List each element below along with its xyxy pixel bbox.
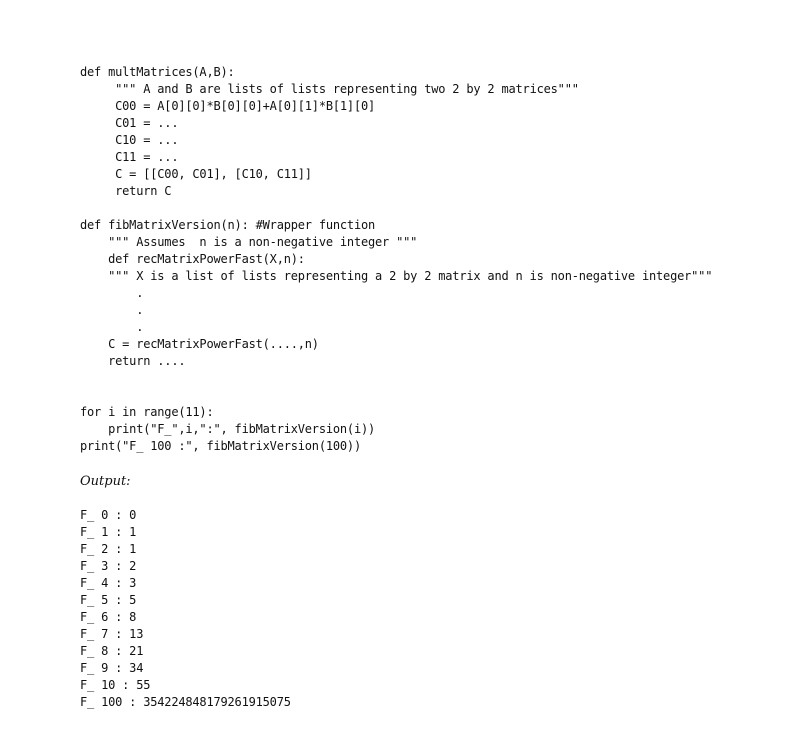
- code-line: .: [80, 303, 144, 317]
- output-line: F_ 1 : 1: [80, 525, 137, 539]
- code-line: def fibMatrixVersion(n): #Wrapper function: [80, 218, 376, 232]
- code-line: C11 = ...: [80, 150, 179, 164]
- code-line: def multMatrices(A,B):: [80, 65, 235, 79]
- spacer: [80, 200, 780, 217]
- output-line: F_ 10 : 55: [80, 678, 151, 692]
- code-line: """ X is a list of lists representing a 2 by 2 matrix and n is non-negative integer""": [80, 269, 713, 283]
- output-line: F_ 100 : 354224848179261915075: [80, 695, 291, 709]
- code-line: print("F_",i,":", fibMatrixVersion(i)): [80, 422, 376, 436]
- code-line: return ....: [80, 354, 186, 368]
- document-page: [80, 64, 780, 711]
- output-line: F_ 6 : 8: [80, 610, 137, 624]
- output-block: [80, 507, 780, 711]
- code-line: .: [80, 320, 144, 334]
- code-line: C10 = ...: [80, 133, 179, 147]
- output-line: F_ 4 : 3: [80, 576, 137, 590]
- code-line: return C: [80, 184, 172, 198]
- output-line: F_ 3 : 2: [80, 559, 137, 573]
- output-line: F_ 0 : 0: [80, 508, 137, 522]
- code-line: print("F_ 100 :", fibMatrixVersion(100)): [80, 439, 361, 453]
- spacer: [80, 455, 780, 472]
- output-label: Output:: [80, 474, 131, 489]
- code-line: C = recMatrixPowerFast(....,n): [80, 337, 319, 351]
- output-line: F_ 9 : 34: [80, 661, 144, 675]
- output-line: F_ 2 : 1: [80, 542, 137, 556]
- output-line: F_ 5 : 5: [80, 593, 137, 607]
- code-line: def recMatrixPowerFast(X,n):: [80, 252, 305, 266]
- code-line: C00 = A[0][0]*B[0][0]+A[0][1]*B[1][0]: [80, 99, 376, 113]
- code-block-fib-matrix-version: [80, 217, 780, 370]
- code-line: C = [[C00, C01], [C10, C11]]: [80, 167, 312, 181]
- code-line: """ Assumes n is a non-negative integer """: [80, 235, 418, 249]
- code-block-mult-matrices: [80, 64, 780, 200]
- code-line: C01 = ...: [80, 116, 179, 130]
- code-line: for i in range(11):: [80, 405, 214, 419]
- code-line: .: [80, 286, 144, 300]
- output-line: F_ 7 : 13: [80, 627, 144, 641]
- code-block-main-loop: [80, 404, 780, 455]
- output-line: F_ 8 : 21: [80, 644, 144, 658]
- code-line: """ A and B are lists of lists representing two 2 by 2 matrices""": [80, 82, 579, 96]
- spacer: [80, 490, 780, 507]
- spacer: [80, 370, 780, 404]
